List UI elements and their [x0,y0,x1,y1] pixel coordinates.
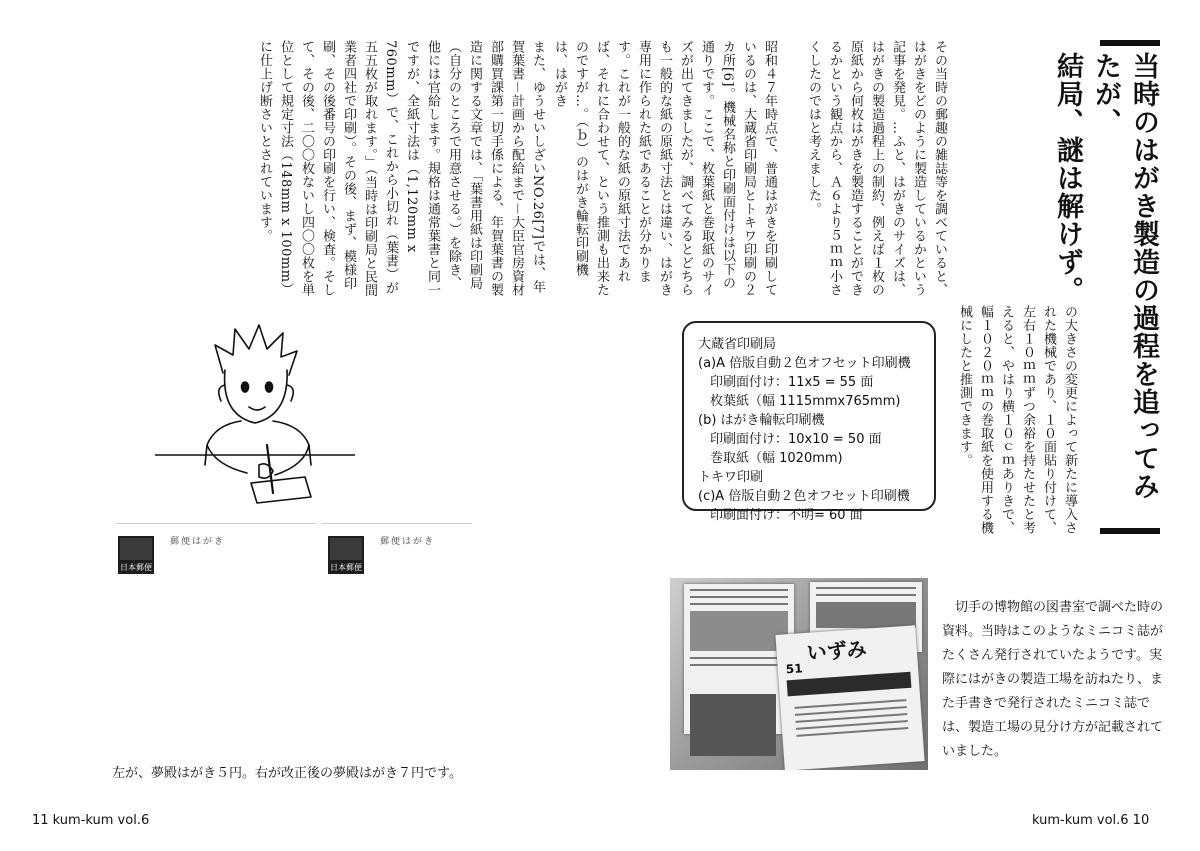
infobox-line-2: (a)A 倍版自動２色オフセット印刷機 [698,356,911,371]
infobox-line-1: 大蔵省印刷局 [698,337,777,352]
title-rule-bottom [1100,528,1160,534]
postcard-left-label: 郵便はがき [170,537,226,547]
infobox-line-8: トキワ印刷 [698,470,764,485]
left-footer: 11 kum-kum vol.6 [32,813,150,828]
infobox-line-9: (c)A 倍版自動２色オフセット印刷機 [698,489,910,504]
photo-caption: 切手の博物館の図書室で調べた時の資料。当時はこのようなミニコミ誌がたくさん発行されていたようです。実際にはがきの製造工場を訪ねたり、また手書きで発行されたミニコミ誌では、製造工場の見分け方が記載されていました。 [942,600,1164,759]
photo-issue-number: 51 [785,661,803,677]
photo-dark-sheet [690,694,776,756]
printing-machine-infobox [682,321,936,523]
infobox-line-10: 印刷面付け：不明= 60 面 [710,508,863,523]
left-caption: 左が、夢殿はがき５円。右が改正後の夢殿はがき７円です。 [112,766,462,781]
stamp-right-text: 日本郵便 7 [330,563,362,582]
stamp-left-text: 日本郵便 5 [120,563,152,582]
title-line-2: 結局、謎は解けず。 [1052,52,1083,304]
infobox-line-4: 枚葉紙（幅 1115mmx765mm) [710,394,901,409]
stamp-left [118,536,154,582]
photo-magazine-title: いずみ [805,636,868,665]
right-body-middle: 昭和４７年時点で、普通はがきを印刷しているのは、大蔵省印刷局とトキワ印刷の２カ所[6]。機械名称と印刷面付けは以下の通りです。ここで、枚葉紙と巻取紙のサイズが出てきましたが、調べてみるとどちらも一般的な紙の原紙寸法とは違い、はがき専用に作られた紙であることが分かります。これが一般的な紙の原紙寸法であれば、それに合わせて、という推測も出来たのですが…。（ｂ）のはがき輪転印刷機は、はがき [552,40,777,297]
postcard-left [116,523,316,744]
postcard-right-label: 郵便はがき [380,537,436,547]
infobox-line-7: 巻取紙（幅 1020mm) [710,451,843,466]
stamp-right [328,536,364,582]
infobox-line-3: 印刷面付け：11x5 = 55 面 [710,375,874,390]
left-body-text: また、ゆうせいしざいNO.26[7]では、年賀葉書－計画から配給まで－大臣官房資材部購買課第一切手係による、年賀葉書の製造に関する文章では、「葉書用紙は印刷局（自分のところで用意させる。）を除き、他には官給します。規格は通常葉書と同一ですが、全紙寸法は（1,120mm x 760mm）で、これから小切れ（葉書）が五五枚が取れます。」（当時は印刷局と民間業者四社で印刷）。その後、まず、模様印刷、その後番号の印刷を行い、検査。そして、その後、二〇〇枚ないし四〇〇枚を単位として規定寸法（148mm x 100mm）に仕上げ断さいとされています。 [257,40,545,297]
title-line-1: 当時のはがき製造の過程を追ってみたが、 [1090,52,1159,500]
boy-illustration [155,315,355,515]
right-footer: kum-kum vol.6 10 [1032,813,1150,828]
postcard-right [322,523,472,746]
right-body-bottom: の大きさの変更によって新たに導入された機械であり、１０面貼り付けて、左右１０ｍｍずつ余裕を持たせたと考えると、やはり横１０ｃｍありきで、幅１０２０ｍｍの巻取紙を使用する機械にしたと推測できます。 [957,305,1077,535]
right-body-top: その当時の郵趣の雑誌等を調べていると、はがきをどのように製造しているかという記事を発見。…ふと、はがきのサイズは、はがきの製造過程上の制約、例えば１枚の原紙から何枚はがきを製造することができるかという観点から、Ａ６より５ｍｍ小さくしたのではと考えました。 [806,40,947,297]
infobox-line-6: 印刷面付け：10x10 = 50 面 [710,432,882,447]
infobox-line-5: (b) はがき輪転印刷機 [698,413,825,428]
magazine-photo [670,578,928,770]
photo-magazine-cover [775,625,924,770]
article-title [1052,52,1162,527]
title-rule-top [1100,40,1160,46]
